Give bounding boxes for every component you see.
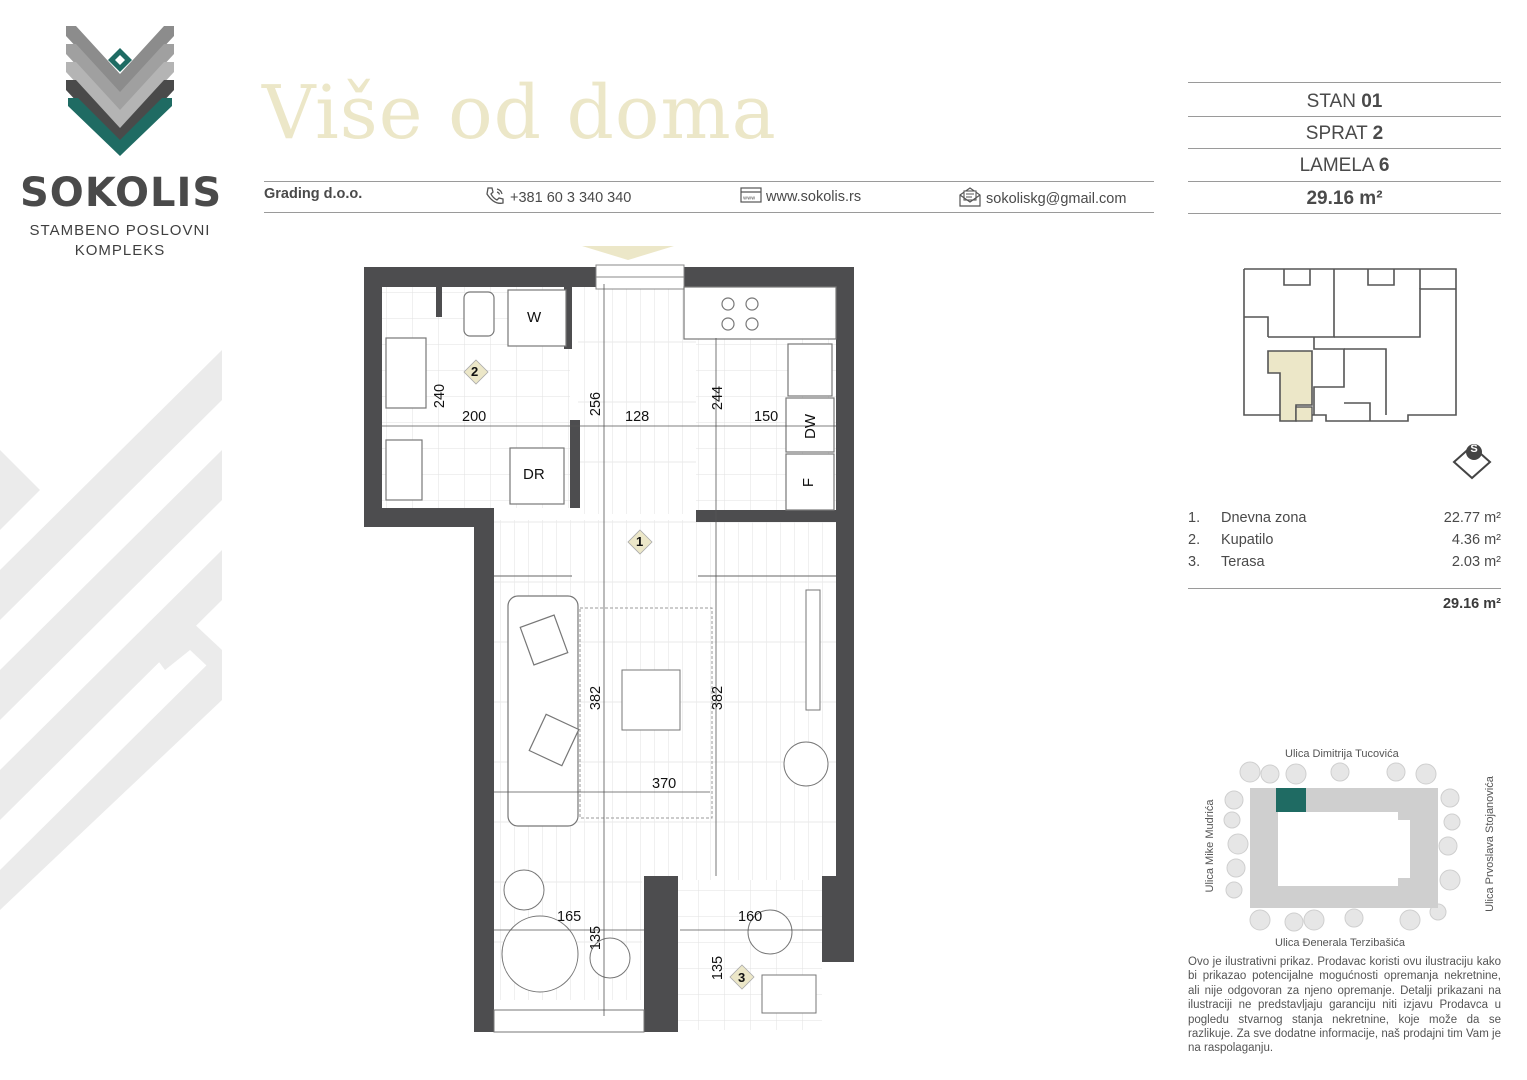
site-map — [1220, 760, 1465, 935]
dim-kitchen-height: 244 — [710, 385, 727, 411]
dim-hall-width: 128 — [625, 409, 650, 425]
info-rule-5 — [1188, 213, 1501, 214]
room-marker-living: 1 — [636, 534, 644, 549]
info-rule-1 — [1188, 82, 1501, 83]
room-row: 2. Kupatilo 4.36 m² — [1188, 532, 1501, 548]
dim-living-height-right: 382 — [710, 685, 727, 711]
info-rule-2 — [1188, 116, 1501, 117]
browser-icon — [740, 186, 762, 208]
dim-living-height-left: 382 — [588, 685, 605, 711]
dim-living-width: 370 — [652, 776, 677, 792]
floor-number: SPRAT 2 — [1305, 123, 1384, 144]
room-marker-bath: 2 — [471, 364, 479, 379]
street-north: Ulica Dimitrija Tucovića — [1285, 748, 1399, 760]
dim-dining-width: 165 — [557, 909, 582, 925]
phone-number: +381 60 3 340 340 — [510, 189, 632, 206]
room-row: 1. Dnevna zona 22.77 m² — [1188, 510, 1501, 526]
dryer-label: DR — [523, 466, 545, 483]
unit-number: STAN 01 — [1306, 91, 1383, 112]
phone-contact[interactable] — [484, 186, 631, 210]
floor-plan — [360, 240, 860, 1040]
dim-terrace-width: 160 — [738, 909, 763, 925]
svg-text:www: www — [743, 195, 756, 202]
dim-hall-height: 256 — [588, 391, 605, 417]
dishwasher-label: DW — [802, 414, 819, 439]
fridge-label: F — [800, 477, 818, 488]
total-area: 29.16 m² — [1442, 596, 1501, 612]
info-rule-3 — [1188, 148, 1501, 149]
decorative-chevron-pattern — [0, 350, 222, 910]
building-key-plan — [1240, 265, 1462, 425]
street-east: Ulica Prvoslava Stojanovića — [1484, 776, 1496, 912]
email-address: sokoliskg@gmail.com — [986, 190, 1127, 207]
website-url: www.sokolis.rs — [766, 188, 862, 205]
compass-label: S — [1470, 443, 1478, 455]
dim-bath-height: 240 — [432, 383, 449, 409]
brand-subtitle-line2: KOMPLEKS — [74, 242, 166, 259]
compass-icon — [1452, 440, 1492, 480]
disclaimer-text: Ovo je ilustrativni prikaz. Prodavac koristi ovu ilustraciju kako bi prikazao potencijalne mogućnosti opremanja nekretnine, ali nije odgovoran za njeno opremanje. Detalji prikazani na ilustraciji ne predstavljaju garanciju niti izjavu Prodavca u pogledu stvarnog stanja nekretnine, koje može da se razlikuje. Za sve dodatne informacije, naš prodajni tim Vam je na raspolaganju. — [1188, 956, 1501, 1055]
phone-icon — [484, 186, 506, 210]
room-row: 3. Terasa 2.03 m² — [1188, 554, 1501, 570]
tagline: Više od doma — [262, 70, 777, 156]
info-rule-4 — [1188, 181, 1501, 182]
street-west: Ulica Mike Mudrića — [1204, 799, 1216, 893]
website-contact[interactable] — [740, 186, 861, 208]
room-marker-terrace: 3 — [738, 970, 746, 985]
dim-dining-height: 135 — [588, 925, 605, 951]
brand-name: SOKOLIS — [20, 170, 223, 216]
rooms-rule — [1188, 588, 1501, 589]
street-south: Ulica Đenerala Terzibašića — [1275, 937, 1406, 949]
email-contact[interactable] — [958, 186, 1126, 212]
sokolis-logo-mark — [60, 22, 180, 162]
company-name: Grading d.o.o. — [264, 186, 363, 202]
lamela-number: LAMELA 6 — [1299, 155, 1390, 176]
washer-label: W — [527, 309, 542, 326]
header-rule-top — [264, 181, 1154, 182]
header-rule-bottom — [264, 212, 1154, 213]
dim-terrace-height: 135 — [710, 955, 727, 981]
dim-kitchen-width: 150 — [754, 409, 779, 425]
unit-area: 29.16 m² — [1306, 188, 1383, 209]
brand-subtitle-line1: STAMBENO POSLOVNI — [29, 222, 211, 239]
dim-bath-width: 200 — [462, 409, 487, 425]
email-icon — [958, 186, 982, 212]
